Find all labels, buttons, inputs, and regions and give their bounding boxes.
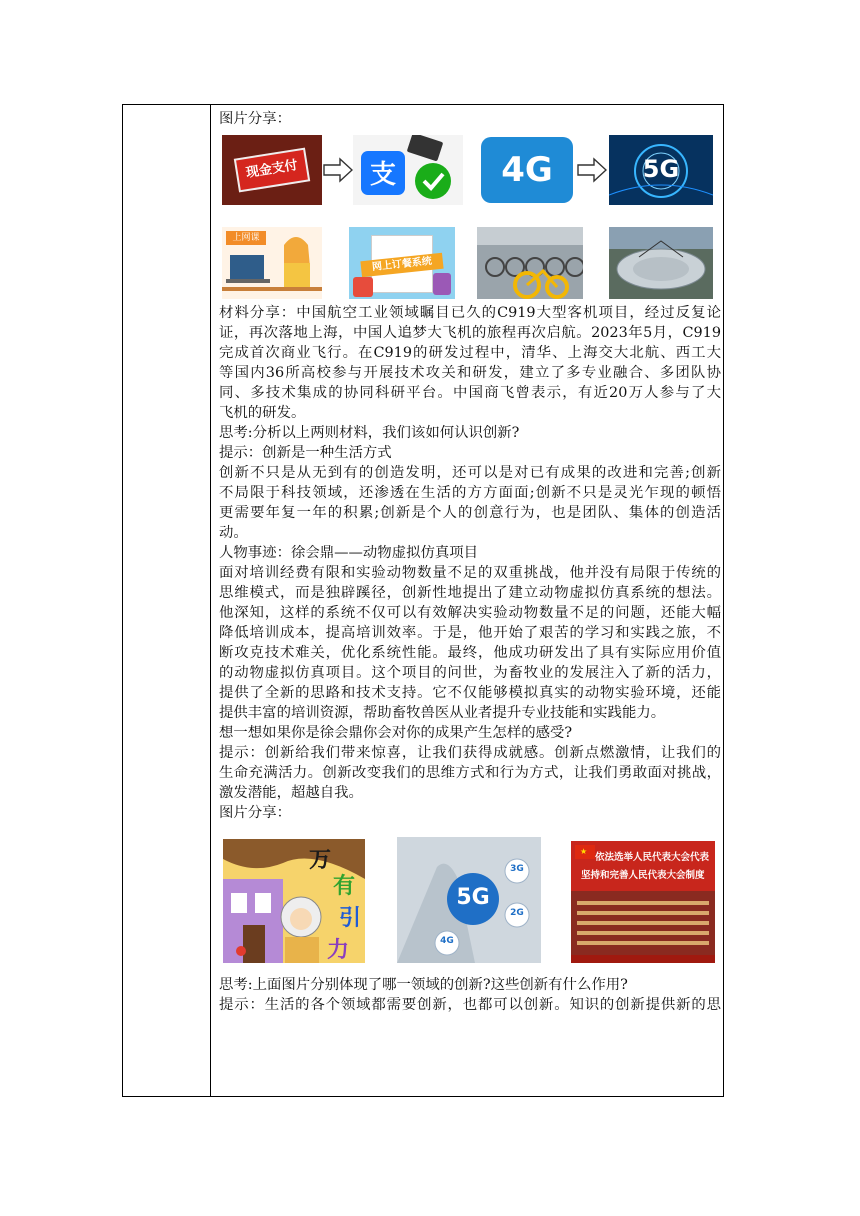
shared-bikes-image (477, 227, 583, 299)
hint-1-line: 更需要年复一年的积累;创新是个人的创意行为，也是团队、集体的创造活 (219, 505, 721, 521)
hint-3-line: 提示：生活的各个领域都需要创新，也都可以创新。知识的创新提供新的思 (219, 997, 721, 1013)
hint-1-title: 提示：创新是一种生活方式 (219, 445, 392, 461)
material-line: 完成首次商业飞行。在C919的研发过程中，清华、上海交大北航、西工大 (219, 345, 721, 361)
right-arrow-icon (323, 157, 353, 183)
gravity-cartoon-image (223, 839, 365, 963)
person-story-line: 的动物虚拟仿真项目。这个项目的问世，为畜牧业的发展注入了新的活力， (219, 665, 721, 681)
svg-text:★: ★ (580, 847, 588, 856)
gravity-char-1: 万 (309, 848, 332, 873)
person-story-title: 人物事迹：徐会鼎——动物虚拟仿真项目 (219, 545, 479, 561)
gravity-char-4: 力 (327, 938, 350, 963)
person-story-line: 提供丰富的培训资源，帮助畜牧兽医从业者提升专业技能和实践能力。 (219, 705, 666, 721)
think-question-2: 想一想如果你是徐会鼎你会对你的成果产生怎样的感受? (219, 725, 573, 741)
3g-label: 3G (510, 864, 524, 874)
right-arrow-icon (577, 157, 607, 183)
picture-share-heading: 图片分享： (219, 111, 291, 127)
hint-2-line: 生命充满活力。创新改变我们的思维方式和行为方式，让我们勇敢面对挑战， (219, 765, 721, 781)
online-class-image (222, 227, 322, 299)
online-class-label: 上网课 (226, 231, 266, 245)
5g-network-image (609, 135, 713, 205)
cash-sign-label: 现金支付 (234, 148, 310, 193)
2g-label: 2G (510, 908, 524, 918)
material-line: 等国内36所高校参与开展技术攻关和研发，建立了多专业融合、多团队协 (219, 365, 721, 381)
think-question-3: 思考:上面图片分别体现了哪一领域的创新?这些创新有什么作用? (219, 977, 628, 993)
hint-1-line: 创新不只是从无到有的创造发明，还可以是对已有成果的改进和完善;创新 (219, 465, 721, 481)
hint-2-line: 提示：创新给我们带来惊喜，让我们获得成就感。创新点燃激情，让我们的 (219, 745, 721, 761)
material-line: 材料分享：中国航空工业领域瞩目已久的C919大型客机项目，经过反复论 (219, 305, 721, 321)
person-story-line: 断攻克技术难关，优化系统性能。最终，他成功研发出了具有实际应用价值 (219, 645, 721, 661)
4g-label: 4G (481, 137, 573, 203)
image-row-3 (219, 825, 721, 975)
column-divider (210, 105, 211, 1096)
gravity-char-3: 引 (339, 906, 362, 931)
person-story-line: 降低培训成本，提高培训效率。于是，他开始了艰苦的学习和实践之旅，不 (219, 625, 721, 641)
lesson-table (122, 104, 724, 1097)
picture-share-heading: 图片分享： (219, 805, 291, 821)
image-row-2 (219, 225, 721, 299)
5g-label: 5G (642, 155, 680, 183)
5g-center-label: 5G (456, 885, 490, 910)
5g-evolution-image (397, 837, 541, 963)
4g-small-label: 4G (440, 936, 454, 946)
hint-1-line: 不局限于科技领域，还渗透在生活的方方面面;创新不只是灵光乍现的顿悟 (219, 485, 721, 501)
hint-1-line: 动。 (219, 525, 248, 541)
lesson-content (219, 109, 721, 1015)
image-row-1 (219, 133, 721, 207)
cash-payment-image (222, 135, 322, 205)
person-story-line: 面对培训经费有限和实验动物数量不足的双重挑战，他并没有局限于传统的 (219, 565, 721, 581)
online-ordering-label: 网上订餐系统 (360, 253, 443, 277)
person-story-line: 他深知，这样的系统不仅可以有效解决实验动物数量不足的问题，还能大幅 (219, 605, 721, 621)
online-ordering-image (349, 227, 455, 299)
mobile-payment-image (353, 135, 463, 205)
svg-text:支: 支 (369, 160, 397, 190)
material-line: 同、多技术集成的协同科研平台。中国商飞曾表示，有近20万人参与了大 (219, 385, 721, 401)
material-line: 证，再次落地上海，中国人追梦大飞机的旅程再次启航。2023年5月，C919 (219, 325, 721, 341)
think-question-1: 思考:分析以上两则材料，我们该如何认识创新? (219, 425, 520, 441)
fast-telescope-image (609, 227, 713, 299)
hint-2-line: 激发潜能，超越自我。 (219, 785, 363, 801)
4g-image (477, 135, 577, 205)
person-story-line: 思维模式，而是独辟蹊径，创新性地提出了建立动物虚拟仿真系统的想法。 (219, 585, 721, 601)
person-story-line: 提供了全新的思路和技术支持。它不仅能够模拟真实的动物实验环境，还能 (219, 685, 721, 701)
gravity-char-2: 有 (333, 874, 356, 899)
congress-caption-1: 依法选举人民代表大会代表 (595, 852, 710, 863)
material-line: 飞机的研发。 (219, 405, 306, 421)
congress-caption-2: 坚持和完善人民代表大会制度 (581, 870, 705, 881)
peoples-congress-image (571, 841, 715, 963)
